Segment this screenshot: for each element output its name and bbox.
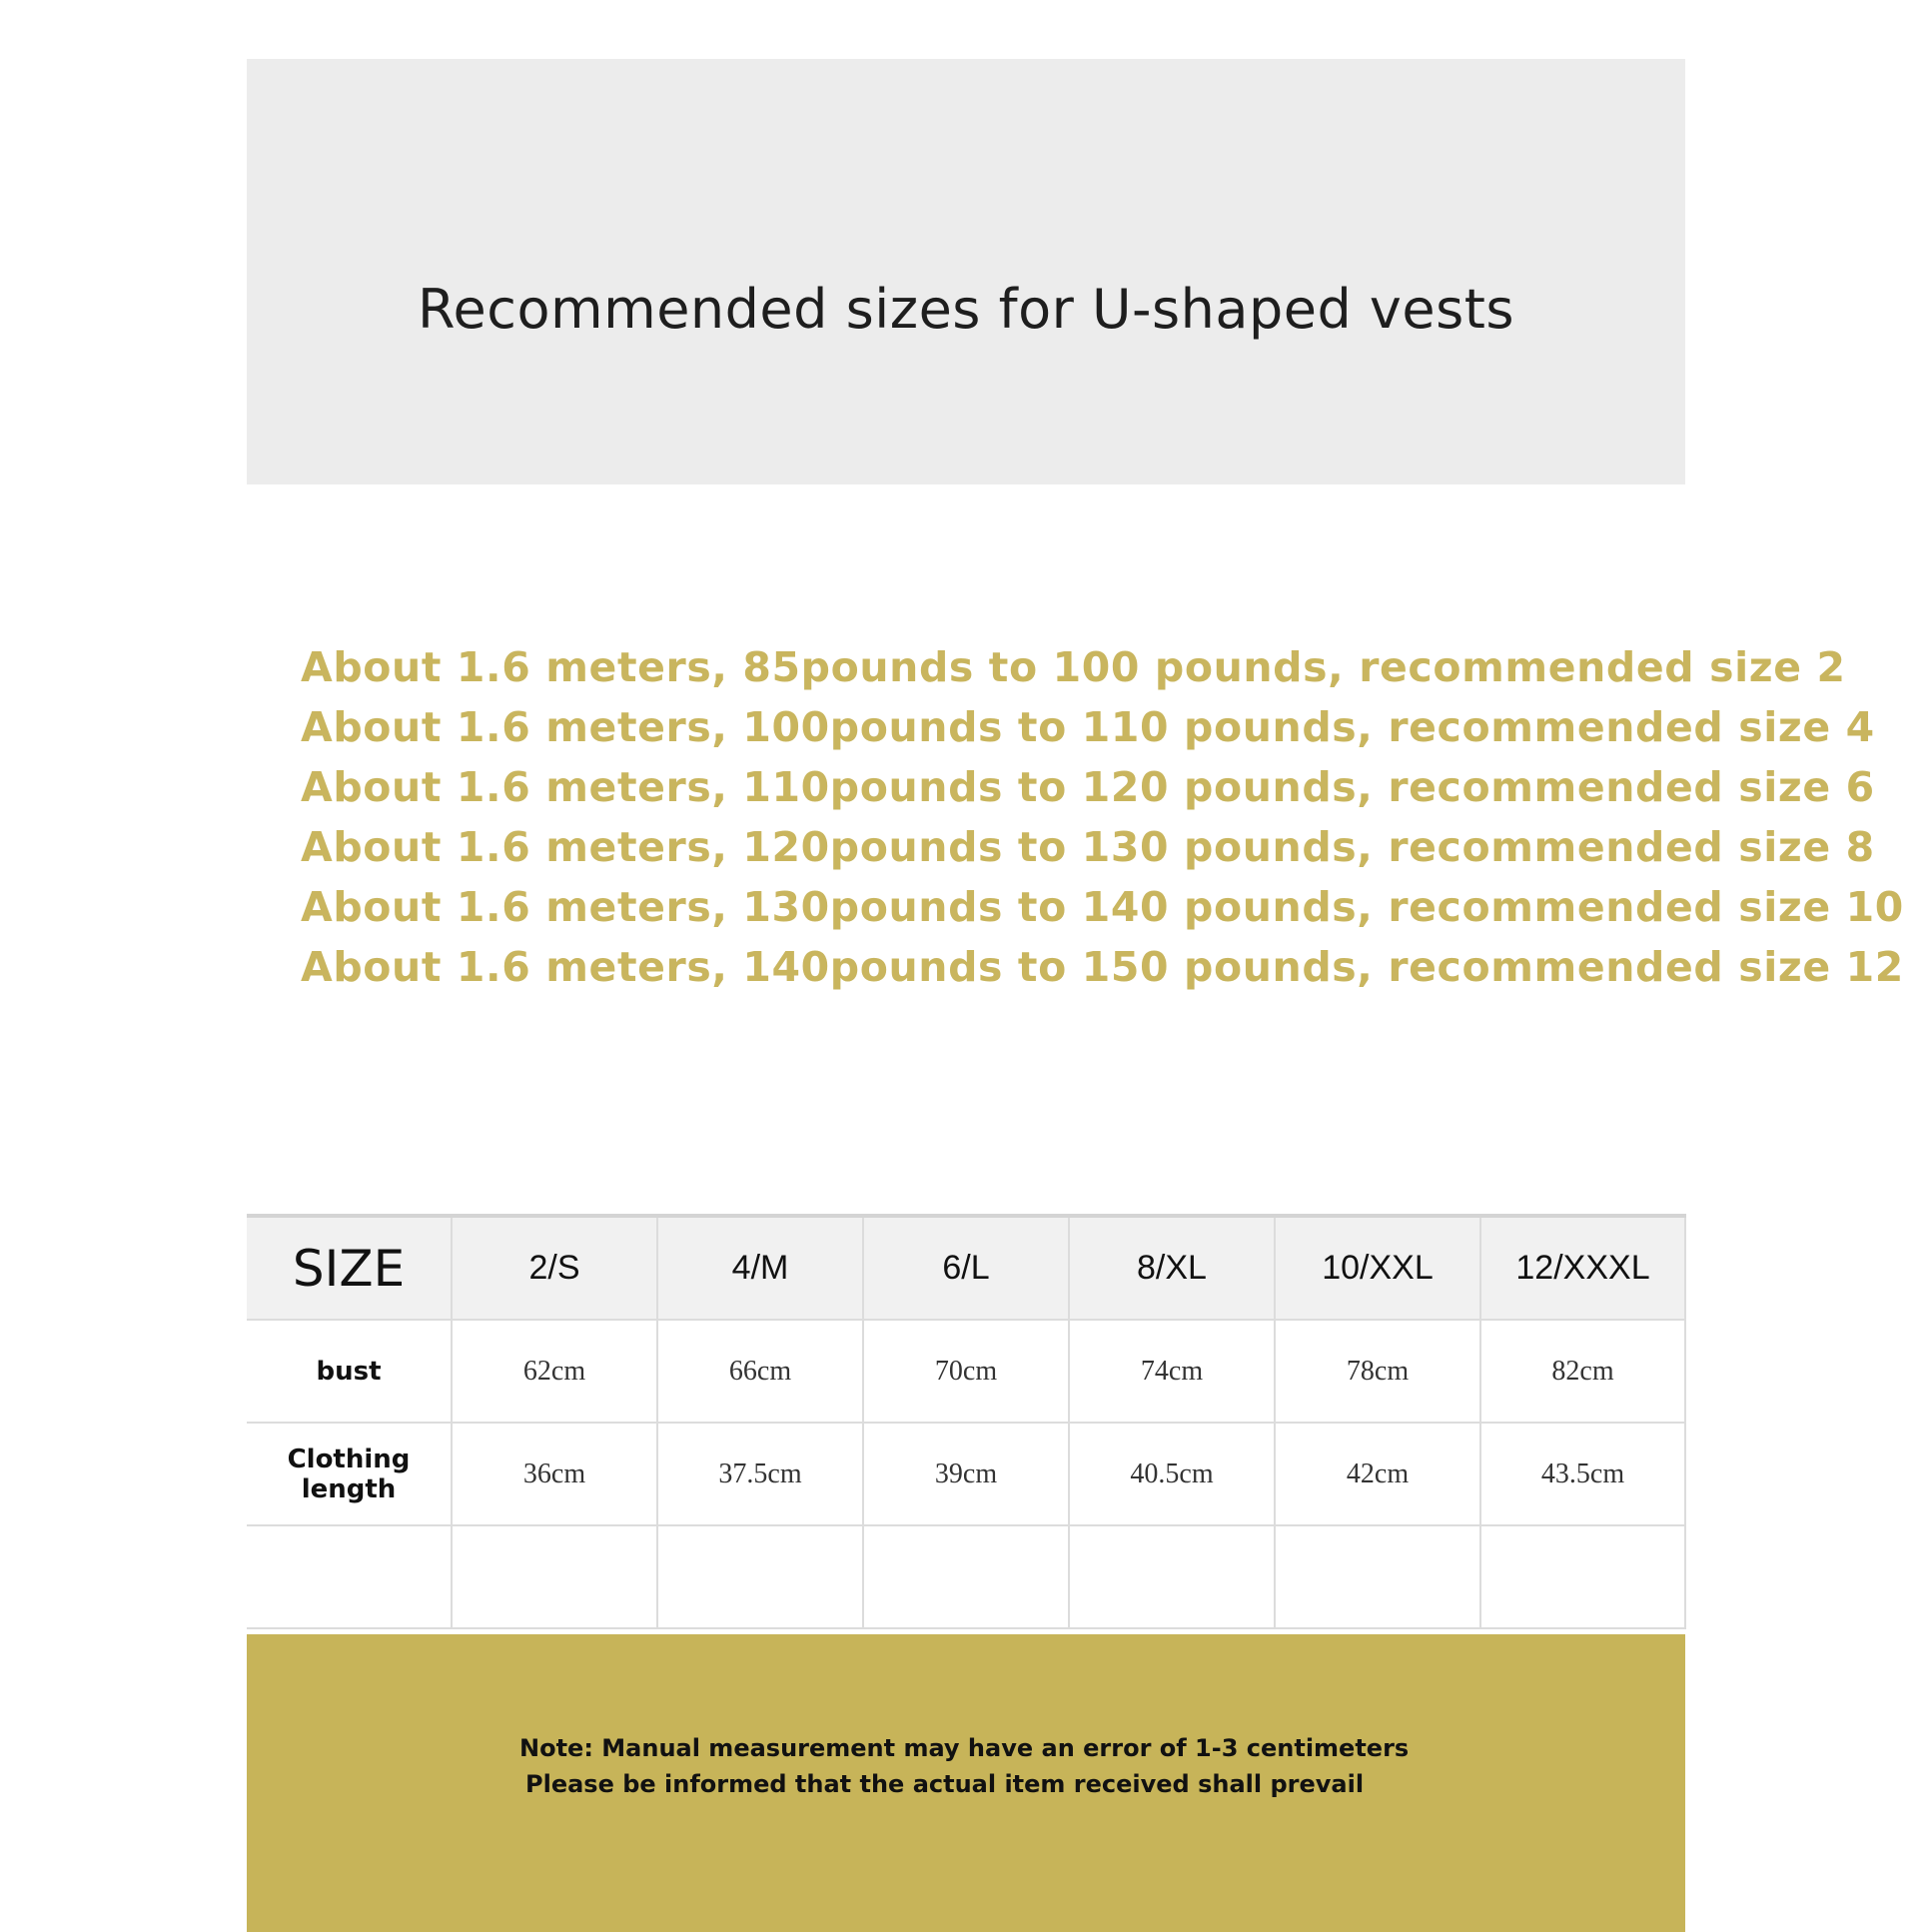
recommendation-line: About 1.6 meters, 85pounds to 100 pounds, recommended size 2 <box>301 643 1846 691</box>
size-header-cell: 10/XXL <box>1275 1216 1480 1320</box>
table-cell: 43.5cm <box>1480 1423 1685 1525</box>
table-cell: 40.5cm <box>1069 1423 1275 1525</box>
note-panel <box>247 1634 1685 1932</box>
table-row-clothing-length <box>247 1423 1685 1525</box>
size-header-cell: 6/L <box>863 1216 1069 1320</box>
table-row-bust <box>247 1320 1685 1423</box>
note-line-measurement: Note: Manual measurement may have an error of 1-3 centimeters <box>519 1734 1410 1762</box>
table-cell: 70cm <box>863 1320 1069 1423</box>
recommendation-line: About 1.6 meters, 130pounds to 140 pounds, recommended size 10 <box>301 883 1904 931</box>
table-cell: 74cm <box>1069 1320 1275 1423</box>
page-title: Recommended sizes for U-shaped vests <box>417 278 1515 341</box>
recommendation-line: About 1.6 meters, 110pounds to 120 pounds, recommended size 6 <box>301 763 1875 811</box>
table-row-empty <box>247 1525 1685 1628</box>
size-chart-table <box>247 1214 1686 1629</box>
table-cell: 37.5cm <box>657 1423 863 1525</box>
recommendation-line: About 1.6 meters, 140pounds to 150 pounds, recommended size 12 <box>301 943 1904 991</box>
table-cell: 36cm <box>452 1423 657 1525</box>
table-cell-empty <box>1480 1525 1685 1628</box>
table-header-row <box>247 1216 1685 1320</box>
size-header-cell: 4/M <box>657 1216 863 1320</box>
table-cell: 82cm <box>1480 1320 1685 1423</box>
table-cell: 39cm <box>863 1423 1069 1525</box>
table-cell-empty <box>657 1525 863 1628</box>
size-header-label: SIZE <box>247 1216 452 1320</box>
table-cell-empty <box>452 1525 657 1628</box>
table-cell: 78cm <box>1275 1320 1480 1423</box>
table-cell-empty <box>247 1525 452 1628</box>
row-label-bust: bust <box>247 1320 452 1423</box>
table-cell-empty <box>1275 1525 1480 1628</box>
table-cell: 42cm <box>1275 1423 1480 1525</box>
size-header-cell: 12/XXXL <box>1480 1216 1685 1320</box>
title-panel <box>247 59 1685 484</box>
row-label-clothing-length: Clothing length <box>247 1423 452 1525</box>
table-cell-empty <box>1069 1525 1275 1628</box>
table-cell-empty <box>863 1525 1069 1628</box>
recommendation-line: About 1.6 meters, 100pounds to 110 pounds, recommended size 4 <box>301 703 1875 751</box>
size-recommendation-list <box>301 637 1904 997</box>
size-header-cell: 2/S <box>452 1216 657 1320</box>
note-line-prevail: Please be informed that the actual item received shall prevail <box>525 1770 1365 1798</box>
recommendation-line: About 1.6 meters, 120pounds to 130 pounds, recommended size 8 <box>301 823 1875 871</box>
table-cell: 66cm <box>657 1320 863 1423</box>
size-header-cell: 8/XL <box>1069 1216 1275 1320</box>
table-cell: 62cm <box>452 1320 657 1423</box>
